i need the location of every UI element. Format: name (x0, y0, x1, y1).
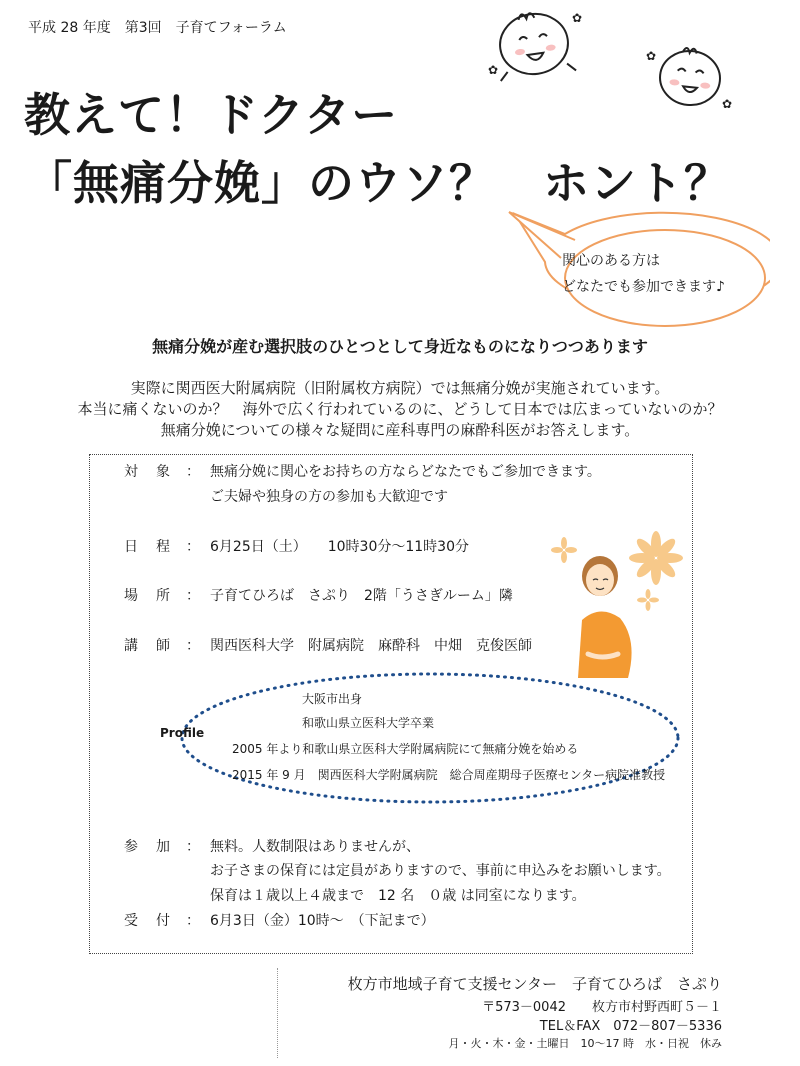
footer-tel: TEL＆FAX 072－807－5336 (539, 1019, 722, 1034)
colon: ： (186, 539, 200, 555)
participation-row (124, 837, 420, 857)
intro-line: 本当に痛くないのか？ 海外で広く行われているのに、どうして日本では広まっていないのか？ (77, 400, 723, 418)
participation-value-1: 無料。人数制限はありませんが、 (210, 839, 420, 855)
footer-address: 〒573－0042 枚方市村野西町５－１ (482, 1000, 722, 1015)
colon: ： (186, 588, 200, 604)
schedule-label: 日 程 (124, 539, 172, 555)
participation-label: 参 加 (124, 839, 172, 855)
lecturer-value: 関西医科大学 附属病院 麻酔科 中畑 克俊医師 (210, 638, 532, 654)
reception-label: 受 付 (124, 913, 172, 929)
bubble-line-2: どなたでも参加できます♪ (562, 279, 725, 295)
intro-text (0, 378, 800, 441)
colon: ： (186, 464, 200, 480)
svg-text:✿: ✿ (572, 11, 583, 25)
svg-text:✿: ✿ (722, 97, 733, 111)
baby-face-icon (644, 40, 736, 112)
footer-org: 枚方市地域子育て支援センター 子育てひろば さぷり (347, 975, 722, 993)
bubble-text (562, 248, 725, 300)
colon: ： (186, 839, 200, 855)
lecturer-row (124, 636, 532, 656)
reception-value: 6月3日（金）10時～ （下記まで） (210, 913, 435, 929)
footer-divider (277, 968, 279, 1058)
intro-line: 実際に関西医大附属病院（旧附属枚方病院）では無痛分娩が実施されています。 (130, 379, 670, 397)
target-row (124, 462, 601, 482)
target-value-1: 無痛分娩に関心をお持ちの方ならどなたでもご参加できます。 (210, 464, 601, 480)
schedule-value: 6月25日（土） 10時30分～11時30分 (210, 539, 469, 555)
target-value-2: ご夫婦や独身の方の参加も大歓迎です (210, 489, 448, 505)
profile-label: Profile (160, 726, 205, 740)
forum-header: 平成 28 年度 第3回 子育てフォーラム (28, 20, 287, 36)
intro-line: 無痛分娩についての様々な疑問に産科専門の麻酔科医がお答えします。 (160, 421, 640, 439)
colon: ： (186, 638, 200, 654)
profile-line: 大阪市出身 (302, 692, 363, 706)
target-label: 対 象 (124, 464, 172, 480)
baby-face-icon (484, 4, 584, 82)
profile-line: 2015 年 9 月 関西医科大学附属病院 総合周産期母子医療センター病院准教授 (232, 768, 666, 782)
participation-value-2: お子さまの保育には定員がありますので、事前に申込みをお願いします。 (210, 863, 671, 879)
profile-oval (178, 670, 682, 806)
svg-text:✿: ✿ (646, 49, 657, 63)
participation-value-3: 保育は１歳以上４歳まで 12 名 ０歳 は同室になります。 (210, 888, 586, 904)
reception-row (124, 911, 435, 931)
pregnant-woman-illustration (548, 528, 688, 678)
place-row (124, 586, 513, 606)
title-line-2: 「無痛分娩」のウソ？ ホント？ (26, 156, 731, 210)
title-line-1: 教えて！ドクター (24, 88, 399, 142)
lecturer-label: 講 師 (124, 638, 172, 654)
profile-line: 2005 年より和歌山県立医科大学附属病院にて無痛分娩を始める (232, 742, 579, 756)
svg-text:✿: ✿ (488, 63, 499, 77)
place-value: 子育てひろば さぷり 2階「うさぎルーム」隣 (210, 588, 513, 604)
footer-hours: 月・火・木・金・土曜日 10～17 時 水・日祝 休み (448, 1037, 722, 1050)
place-label: 場 所 (124, 588, 172, 604)
profile-line: 和歌山県立医科大学卒業 (302, 716, 435, 730)
schedule-row (124, 537, 469, 557)
subtitle: 無痛分娩が産む選択肢のひとつとして身近なものになりつつあります (152, 337, 648, 356)
bubble-line-1: 関心のある方は (562, 253, 660, 269)
colon: ： (186, 913, 200, 929)
